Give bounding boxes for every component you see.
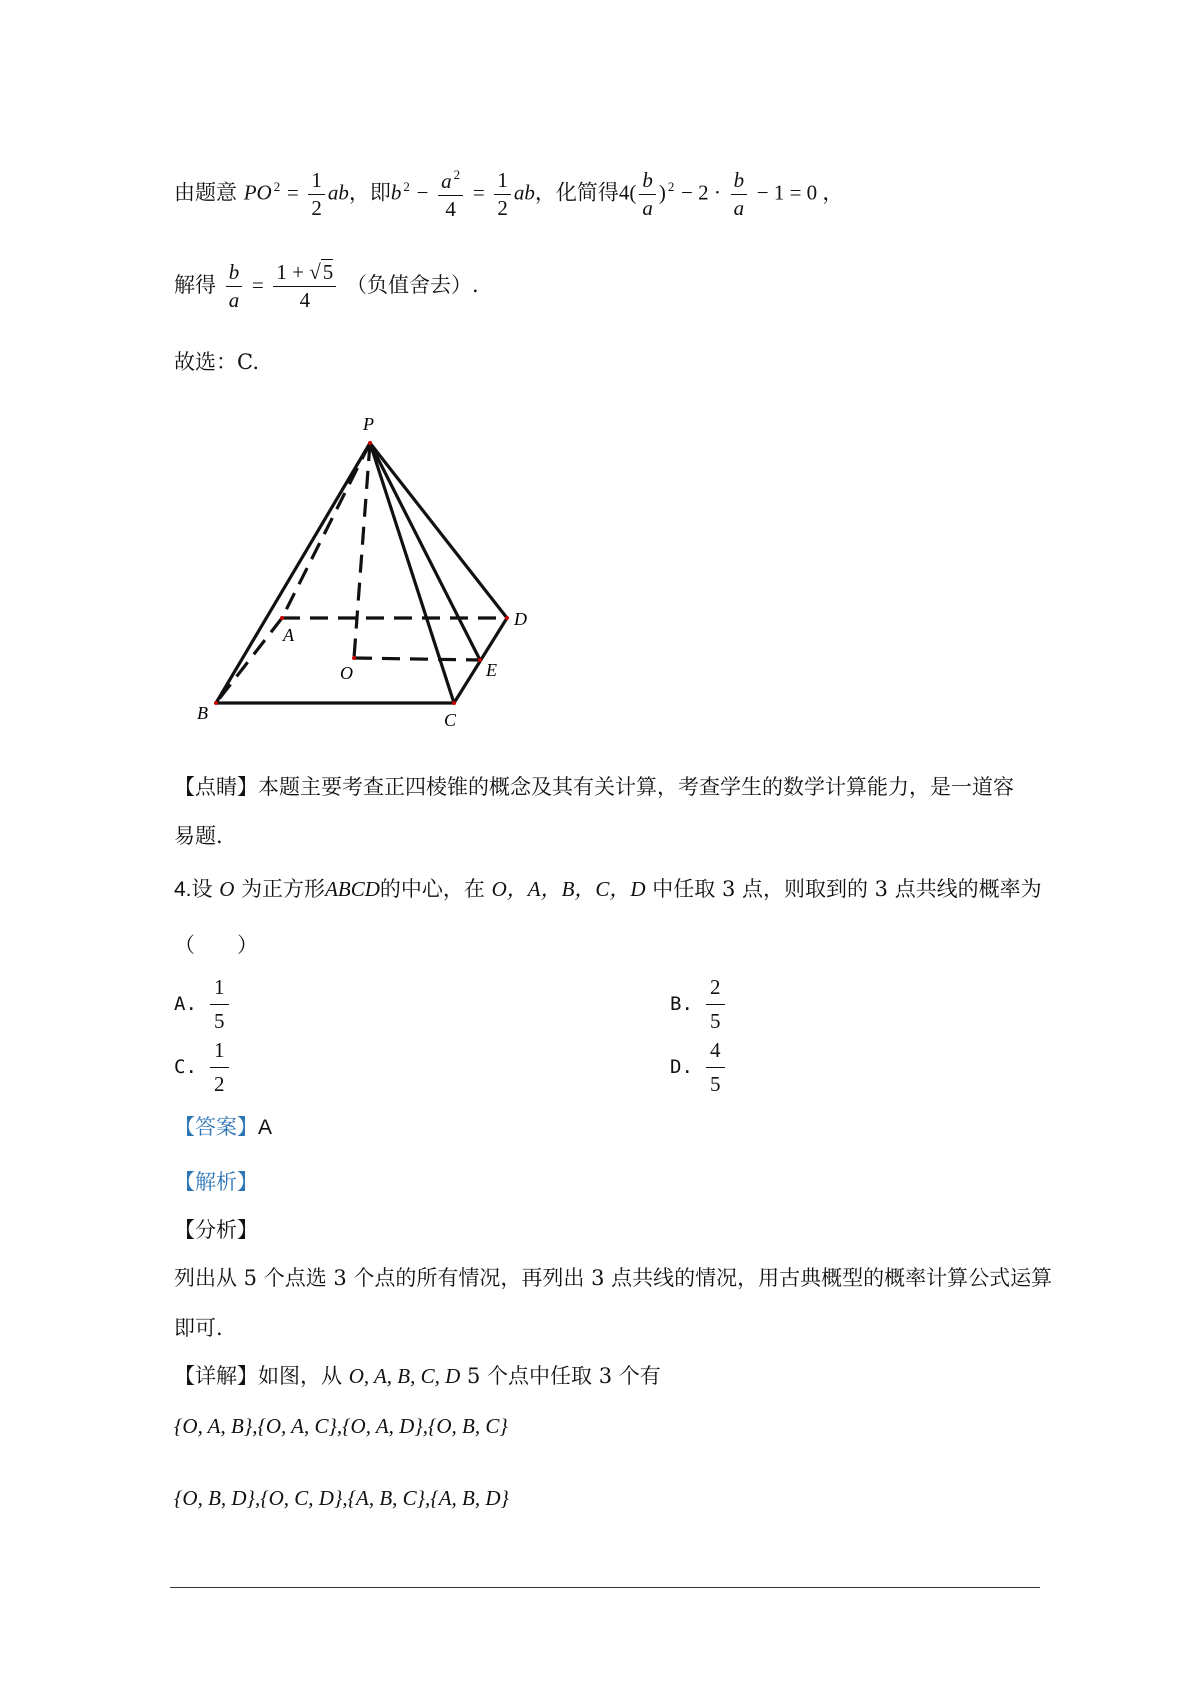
edge-po — [354, 443, 370, 658]
edge-pd — [370, 443, 507, 618]
answer-value: A — [258, 1116, 273, 1139]
option-c-label: C. — [174, 1056, 197, 1078]
jiexi-tag: 【解析】 — [174, 1170, 258, 1194]
option-d-label: D. — [670, 1056, 693, 1078]
edge-ab — [216, 618, 282, 703]
point-p — [368, 441, 372, 445]
sets-row-1: {O, A, B},{O, A, C},{O, A, D},{O, B, C} — [174, 1414, 508, 1438]
xiangjie-points: O, A, B, C, D — [348, 1364, 461, 1388]
sets-row-2: {O, B, D},{O, C, D},{A, B, C},{A, B, D} — [174, 1486, 509, 1510]
option-b-label: B. — [670, 993, 693, 1015]
point-e — [478, 658, 482, 662]
ab-term: ab — [327, 180, 349, 205]
minus-two-dot: − 2 · — [681, 180, 721, 205]
q4-text-c: 的中心，在 — [379, 877, 485, 901]
q4-text-a: 设 — [191, 877, 213, 901]
po-symbol: PO — [243, 180, 272, 205]
footer-divider — [170, 1587, 1040, 1588]
q4-text-b: 为正方形 — [241, 877, 326, 901]
close-paren: ) — [658, 180, 666, 205]
fenxi-text-1: 列出从 5 个点选 3 个点的所有情况，再列出 3 点共线的情况，用古典概型的概率计算公式运算 — [174, 1266, 1053, 1290]
option-c[interactable] — [174, 1038, 229, 1097]
pyramid-figure — [190, 405, 550, 735]
xiangjie-tag: 【详解】 — [174, 1364, 258, 1388]
fraction-half-2: $\frac{1}{2}$ — [494, 170, 511, 219]
equals-sign-2: = — [472, 180, 485, 205]
xiangjie-line — [174, 1366, 661, 1387]
option-b-fraction: $\frac{2}{5}$ — [706, 975, 725, 1034]
minus-one-equals-zero: − 1 = 0 ， — [756, 180, 844, 205]
fenxi-text-2: 即可. — [174, 1316, 223, 1340]
dianjing-line-2: 易题. — [174, 824, 223, 848]
label-a: A — [283, 625, 294, 645]
equals-sign-3: = — [251, 273, 264, 297]
label-p: P — [363, 414, 374, 434]
label-o: O — [340, 663, 353, 683]
option-a-label: A. — [174, 993, 197, 1015]
line1-mid2: ，化简得 — [534, 180, 619, 205]
question-4 — [174, 879, 1042, 900]
option-c-fraction: $\frac{1}{2}$ — [210, 1038, 229, 1097]
point-o — [352, 656, 356, 660]
point-a — [280, 616, 284, 620]
point-d — [505, 616, 509, 620]
label-c: C — [444, 710, 457, 730]
line1-prefix: 由题意 — [174, 180, 237, 205]
po-square: 2 — [273, 178, 281, 194]
dianjing-text-1: 本题主要考查正四棱锥的概念及其有关计算，考查学生的数学计算能力，是一道容 — [258, 775, 1014, 799]
q4-o: O — [219, 877, 235, 901]
q4-abcd: ABCD — [325, 877, 380, 901]
line1-mid: ，即 — [348, 180, 391, 205]
label-e: E — [486, 660, 497, 680]
fraction-golden: $\frac{1 + √5}{4}$ — [273, 262, 336, 311]
minus-sign: − — [416, 180, 429, 205]
option-d-fraction: $\frac{4}{5}$ — [706, 1038, 725, 1097]
q4-paren: （ ） — [174, 933, 258, 957]
edge-pc — [370, 443, 454, 703]
fraction-a2-over-4: $\frac{a ^2}{4}$ — [438, 168, 463, 220]
option-d[interactable] — [670, 1038, 725, 1097]
b-symbol: b — [390, 180, 402, 205]
point-c — [452, 701, 456, 705]
edge-pa — [282, 443, 370, 618]
q4-points: O，A，B，C，D — [491, 877, 646, 901]
solution-line-1 — [174, 168, 843, 220]
equals-sign: = — [286, 180, 299, 205]
xiangjie-text-b: 5 个点中任取 3 个有 — [467, 1364, 661, 1388]
line2-prefix: 解得 — [174, 273, 216, 297]
fraction-b-over-a-3: $\frac{b}{a}$ — [226, 262, 243, 311]
edge-pe — [370, 443, 480, 660]
fenxi-tag: 【分析】 — [174, 1218, 258, 1242]
fraction-b-over-a: $\frac{b}{a}$ — [639, 170, 656, 219]
dianjing-tag: 【点睛】 — [174, 775, 258, 799]
fraction-b-over-a-2: $\frac{b}{a}$ — [731, 170, 748, 219]
answer-tag: 【答案】 — [174, 1115, 258, 1139]
paren-square: 2 — [667, 178, 675, 194]
answer-line — [174, 1117, 272, 1138]
dianjing-line-1 — [174, 777, 1014, 798]
option-b[interactable] — [670, 975, 725, 1034]
fraction-half: $\frac{1}{2}$ — [308, 170, 325, 219]
q4-text-d: 中任取 3 点，则取到的 3 点共线的概率为 — [652, 877, 1042, 901]
line2-suffix: （负值舍去）. — [345, 273, 479, 297]
question-number: 4. — [174, 878, 192, 901]
solution-line-3: 故选：C. — [174, 350, 259, 374]
option-a[interactable] — [174, 975, 229, 1034]
option-a-fraction: $\frac{1}{5}$ — [210, 975, 229, 1034]
four-paren: 4( — [618, 180, 637, 205]
point-b — [214, 701, 218, 705]
edge-oe — [354, 658, 480, 660]
solution-line-2 — [174, 262, 479, 311]
xiangjie-text-a: 如图，从 — [258, 1364, 342, 1388]
ab-term-2: ab — [513, 180, 535, 205]
label-d: D — [514, 609, 527, 629]
label-b: B — [197, 703, 208, 723]
b-square: 2 — [403, 178, 410, 194]
